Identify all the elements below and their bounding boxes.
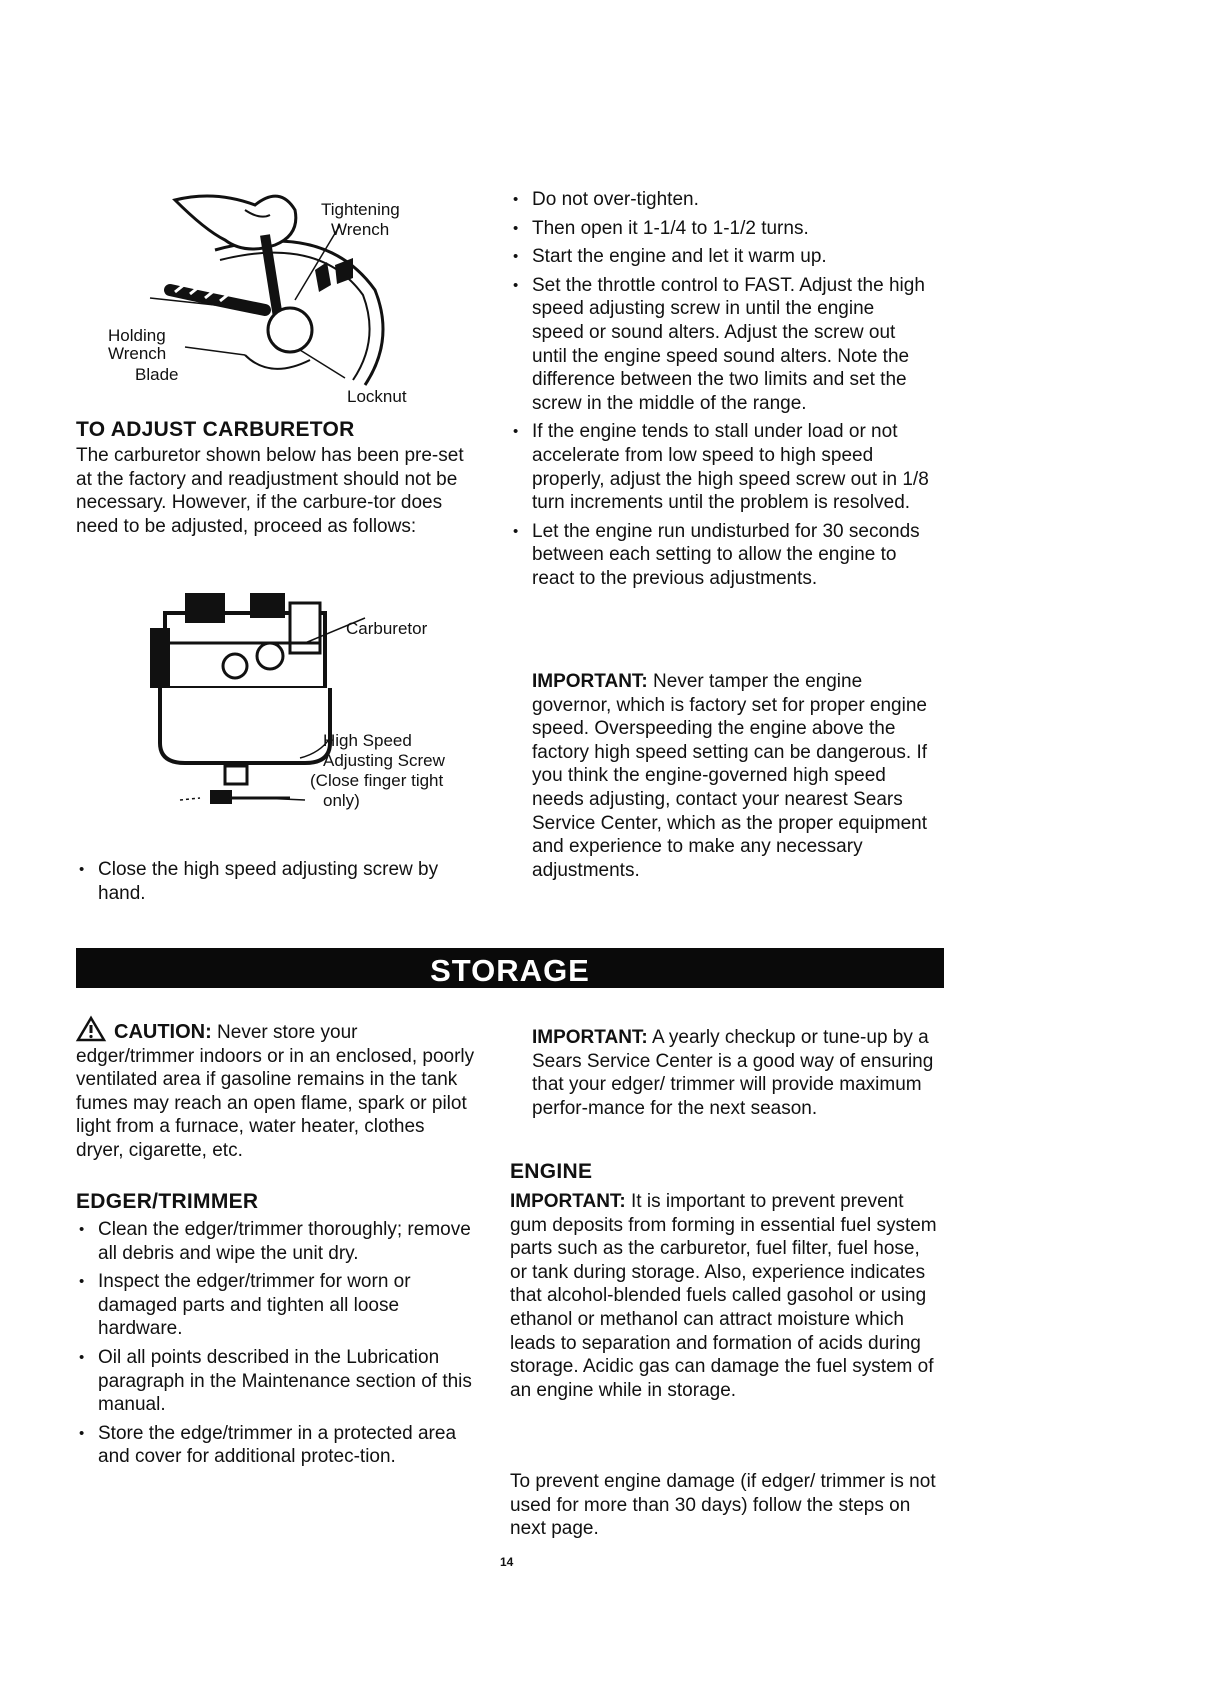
step-item: • Let the engine run undisturbed for 30 seconds between each setting to allow the engine to react to the previous adjustments.	[510, 520, 930, 591]
close-screw-list	[76, 858, 476, 910]
label-carburetor: Carburetor	[346, 619, 428, 638]
wrench-figure	[95, 180, 475, 410]
storage-step-item: • Clean the edger/trimmer thoroughly; remove all debris and wipe the unit dry.	[76, 1218, 486, 1265]
label-locknut: Locknut	[347, 387, 407, 406]
bullet-close-screw: • Close the high speed adjusting screw by hand.	[76, 858, 476, 905]
label-high-speed: High Speed	[323, 731, 412, 750]
engine-text: It is important to prevent prevent gum deposits from forming in essential fuel system parts such as the carburetor, fuel filter, fuel hose, or tank during storage. Also, experience indicates that alcohol-blended fuels called gasohol or using ethanol or methanol can attract moisture which leads to separation and formation of acids during storage. Acidic gas can damage the fuel system of an engine while in storage.	[510, 1191, 937, 1401]
carburetor-figure	[140, 588, 480, 848]
carburetor-intro: The carburetor shown below has been pre-set at the factory and readjustment should not be necessary. However, if the carbure-tor does need to be adjusted, proceed as follows:	[76, 445, 464, 537]
heading-adjust-carburetor: TO ADJUST CARBURETOR	[76, 418, 355, 441]
governor-important-note	[532, 670, 932, 882]
step-item: • Set the throttle control to FAST. Adjust the high speed adjusting screw in until the engine speed or sound alters. Adjust the screw out until the engine speed sound alters. Note the difference between the two limits and set the screw in the middle of the range.	[510, 274, 930, 416]
heading-edger-trimmer: EDGER/TRIMMER	[76, 1190, 259, 1213]
yearly-checkup-text: A yearly checkup or tune-up by a Sears Service Center is a good way of ensuring that your edger/ trimmer will provide maximum perfor-mance for the next season.	[532, 1027, 934, 1119]
storage-step-item: • Oil all points described in the Lubrication paragraph in the Maintenance section of this manual.	[76, 1346, 486, 1417]
step-item: • Do not over-tighten.	[510, 188, 930, 212]
carburetor-illustration	[140, 588, 480, 848]
label-holding-wrench: Wrench	[108, 344, 167, 363]
page-number: 14	[500, 1555, 514, 1569]
edger-trimmer-list	[76, 1218, 486, 1474]
warning-triangle-icon	[76, 1016, 106, 1042]
label-blade: Blade	[135, 365, 179, 384]
caution-paragraph	[76, 1016, 476, 1163]
step-item: • Start the engine and let it warm up.	[510, 245, 930, 269]
engine-paragraph	[510, 1190, 940, 1402]
banner-title: STORAGE	[430, 953, 590, 988]
important-label: IMPORTANT:	[532, 1027, 648, 1048]
storage-banner	[76, 948, 944, 988]
yearly-checkup-note	[532, 1026, 942, 1120]
label-tightening-wrench: Wrench	[331, 220, 390, 239]
label-holding: Holding	[108, 326, 166, 345]
heading-engine: ENGINE	[510, 1160, 593, 1183]
caution-text: Never store your edger/trimmer indoors or in an enclosed, poorly ventilated area if gasoline remains in the tank fumes may reach an open flame, spark or pilot light from a furnace, water heater, clothes dryer, cigarette, etc.	[76, 1022, 475, 1161]
step-item: • Then open it 1-1/4 to 1-1/2 turns.	[510, 217, 930, 241]
closing-paragraph: To prevent engine damage (if edger/ trimmer is not used for more than 30 days) follow the steps on next page.	[510, 1471, 936, 1540]
engine-important-label: IMPORTANT:	[510, 1191, 626, 1212]
important-label: IMPORTANT:	[532, 671, 648, 692]
step-item: • If the engine tends to stall under load or not accelerate from low speed to high speed properly, adjust the high speed screw out in 1/8 turn increments until the problem is resolved.	[510, 420, 930, 514]
caution-label: CAUTION:	[114, 1021, 212, 1043]
label-tightening: Tightening	[321, 200, 400, 219]
important-text: Never tamper the engine governor, which is factory set for proper engine speed. Overspeeding the engine above the factory high speed setting can be dangerous. If you think the engine-governed high speed needs adjusting, contact your nearest Sears Service Center, which as the proper equipment and experience to make any necessary adjustments.	[532, 671, 928, 881]
storage-step-item: • Inspect the edger/trimmer for worn or damaged parts and tighten all loose hardware.	[76, 1270, 486, 1341]
carburetor-steps-list	[510, 188, 930, 596]
label-adjusting-screw: Adjusting Screw	[323, 751, 445, 770]
storage-step-item: • Store the edge/trimmer in a protected area and cover for additional protec-tion.	[76, 1422, 486, 1469]
label-close-finger-tight: (Close finger tight	[310, 771, 444, 790]
label-only: only)	[323, 791, 360, 810]
